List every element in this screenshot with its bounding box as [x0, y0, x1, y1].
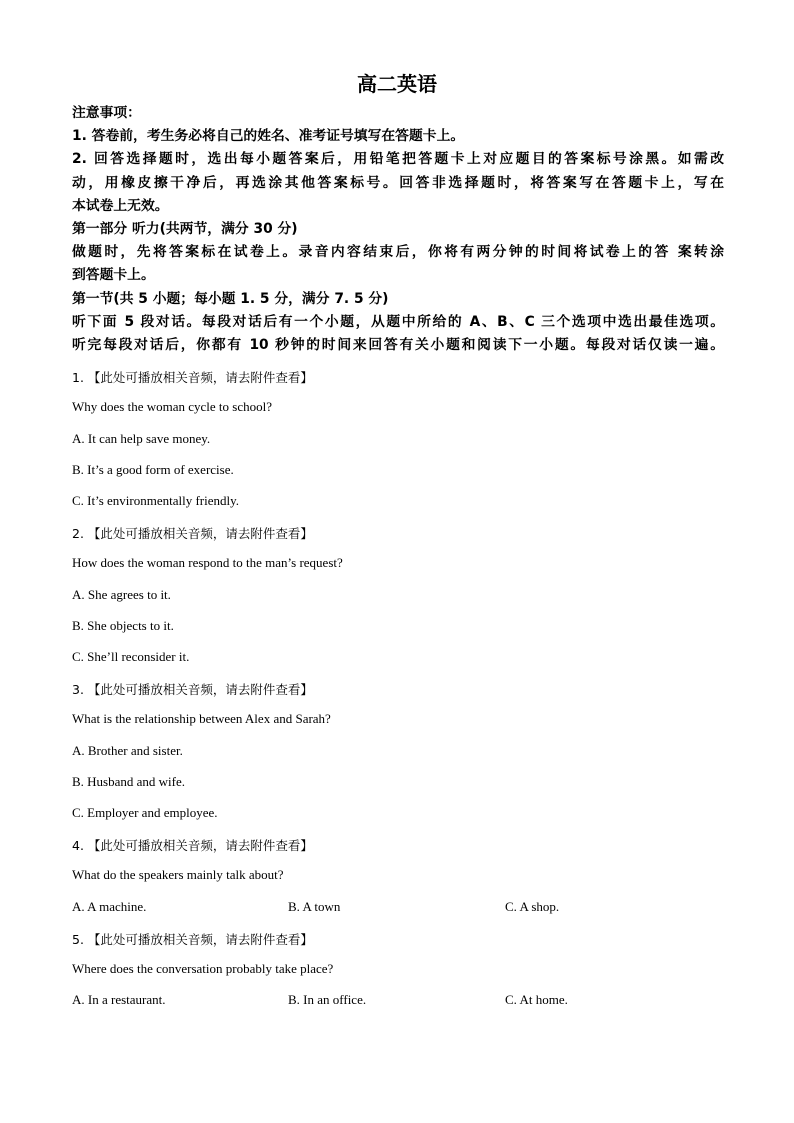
question-3-option-b: B. Husband and wife. — [72, 774, 186, 789]
question-1-option-c: C. It’s environmentally friendly. — [72, 493, 240, 508]
question-2-option-a: A. She agrees to it. — [72, 587, 171, 602]
part1-instruction-line-2: 到答题卡上。 — [72, 267, 155, 284]
question-3-audio-link[interactable]: 3. 【此处可播放相关音频，请去附件查看】 — [72, 682, 313, 697]
notice-section — [72, 102, 724, 357]
page-title: 高二英语 — [357, 72, 437, 96]
question-5-option-b: B. In an office. — [288, 992, 367, 1007]
question-5-text: Where does the conversation probably take place? — [72, 961, 334, 976]
question-1-option-b: B. It’s a good form of exercise. — [72, 462, 234, 477]
notice-heading: 注意事项： — [72, 105, 141, 121]
question-4-text: What do the speakers mainly talk about? — [72, 867, 284, 882]
section1-heading: 第一节(共 5 小题；每小题 1. 5 分，满分 7. 5 分) — [72, 290, 389, 307]
question-4-option-b: B. A town — [288, 899, 341, 914]
section1-instruction-line-2: 听完每段对话后，你都有 10 秒钟的时间来回答有关小题和阅读下一小题。每段对话仅读一遍。 — [72, 337, 724, 354]
question-2-audio-link[interactable]: 2. 【此处可播放相关音频，请去附件查看】 — [72, 526, 313, 541]
question-3-text: What is the relationship between Alex and Sarah? — [72, 711, 331, 726]
part1-instruction-line-1: 做题时，先将答案标在试卷上。录音内容结束后，你将有两分钟的时间将试卷上的答 案转涂 — [72, 244, 724, 261]
section1-instruction-line-1: 听下面 5 段对话。每段对话后有一个小题，从题中所给的 A、B、C 三个选项中选出最佳选项。 — [72, 313, 724, 330]
question-4-option-c: C. A shop. — [505, 899, 560, 914]
part1-heading: 第一部分 听力(共两节，满分 30 分) — [72, 221, 298, 238]
question-2-option-b: B. She objects to it. — [72, 618, 174, 633]
question-3-option-a: A. Brother and sister. — [72, 743, 183, 758]
question-4-audio-link[interactable]: 4. 【此处可播放相关音频，请去附件查看】 — [72, 838, 313, 853]
notice-item-2-line-3: 本试卷上无效。 — [72, 197, 169, 214]
notice-item-1: 1. 答卷前，考生务必将自己的姓名、准考证号填写在答题卡上。 — [72, 128, 465, 145]
notice-item-2-line-1: 2. 回答选择题时，选出每小题答案后，用铅笔把答题卡上对应题目的答案标号涂黑。如需改 — [72, 151, 724, 168]
question-5-audio-link[interactable]: 5. 【此处可播放相关音频，请去附件查看】 — [72, 932, 313, 947]
question-5-option-c: C. At home. — [505, 992, 568, 1007]
question-1-text: Why does the woman cycle to school? — [72, 399, 272, 414]
question-2-text: How does the woman respond to the man’s request? — [72, 555, 343, 570]
question-3-option-c: C. Employer and employee. — [72, 805, 218, 820]
question-2-option-c: C. She’ll reconsider it. — [72, 649, 190, 664]
question-1-audio-link[interactable]: 1. 【此处可播放相关音频，请去附件查看】 — [72, 370, 313, 385]
question-4-option-a: A. A machine. — [72, 899, 147, 914]
notice-item-2-line-2: 动，用橡皮擦干净后，再选涂其他答案标号。回答非选择题时，将答案写在答题卡上，写在 — [72, 174, 724, 191]
question-1-option-a: A. It can help save money. — [72, 431, 211, 446]
question-5-option-a: A. In a restaurant. — [72, 992, 166, 1007]
